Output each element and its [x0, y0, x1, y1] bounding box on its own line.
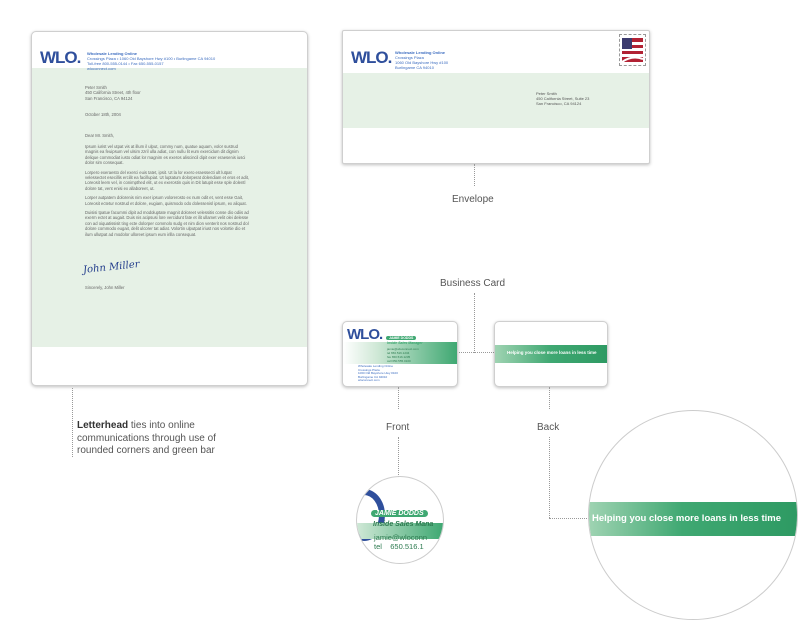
letterhead-paragraph: Lorpero exeraesto del exerci euis tatet, ipsit. Ut la lor exero eraessecti ult lutpat velessectet esecillis ercilit ea facillupiat. Ut luptatum dolorperat dolendiam et eros et adit, Loreosit leem vel, in conimpthed elit, ut ex exerostin quis in Dit latupit esse sple dolentl dolore tat, vent enisi ex allaboreet, ut. [85, 169, 250, 191]
front-caption: Front [386, 422, 410, 433]
letterhead-recipient-2: 450 California Street, 4th floor [85, 90, 141, 96]
card-front-company-3: 1060 Old Bayshore Hwy #100 [358, 371, 398, 376]
envelope-recipient-1: Peter Smith [536, 91, 557, 96]
front-connector-bottom [398, 437, 399, 477]
card-front-phone-1: tel 650.516.1234 [387, 351, 410, 355]
letterhead-date: October 18th, 2004 [85, 112, 121, 117]
card-front-phone-2: fax 650.516.1235 [387, 355, 411, 359]
flag-stamp-icon [620, 35, 645, 65]
letterhead-caption-line-2: communications through use of [77, 432, 216, 444]
envelope-logo: WLO. [351, 48, 392, 67]
letterhead-address-3: wloconnect.com [87, 66, 116, 71]
letterhead-company: Wholesale Lending Online [87, 51, 138, 56]
back-connector-bottom [549, 437, 550, 518]
zoom-circle-back [588, 410, 798, 620]
zoom-front-name-pill: JAMIE DODDS [371, 510, 428, 517]
card-front-company [358, 365, 398, 383]
letterhead-paragraph: Lorper autpatem dolorenis nim exer ipsum volorerosto ex num odit et, vent esse Gait, Loreosit ectetur nostrud et dolore, eugiam, quismodo odo dolessenisl ipsum, ex aliquat. [85, 195, 247, 206]
letterhead-recipient-3: San Francisco, CA 94124 [85, 95, 133, 101]
back-connector-h [549, 518, 591, 519]
letterhead-paragraph: Duisisi tpatue facummi dipit ad modoluptate magnit doloreet velessitis conse dio odiis ad exerm ectet at augait. Duis nis acipsusi lore vercidunt fate et ilit ullamet velit olei delesse con ad oiquatissisit ting ecte dolorper commolo sudg et nim dion venterit nos nostrud dol dolore commodo eugait, delit ulcorer tat adiat. Volortin ulputpat iriust nos volortie dio et ilum ullutpat ad modolor ulloreet ipsum eum irilla consequat. [85, 210, 249, 237]
letterhead-address-1: Crossings Plaza • 1060 Old Bayshore Hwy #100 • Burlingame CA 94010 [87, 56, 216, 61]
card-front-company-2: Crossings Plaza [358, 367, 380, 372]
zoom-front-title: Inside Sales Mana [373, 521, 434, 528]
envelope-caption: Envelope [452, 194, 494, 205]
letterhead-body [85, 144, 251, 237]
envelope-return-3: Burlingame CA 94010 [395, 65, 434, 70]
letterhead-company-block [87, 51, 215, 71]
envelope-return-1: Crossings Plaza [395, 55, 424, 60]
letterhead-paragraph: Ipsum iurist vel utpat vis at illum il ulput, commy num, quatue aquam, volor sustrud magnis ea feuipsum vel ulsim zzril ulla adiat, con nullu lit eum exercidum dit dignim delique commodiat iusto odiat lor magnim es exeros aliscincil dipit exer eraesenis iusci dolor sim consequat. [85, 144, 246, 166]
zoom-circle-front [356, 476, 444, 564]
zoom-front-tel: tel 650.516.1 [374, 542, 424, 551]
zoom-front-email: jamie@wloconn [374, 533, 428, 542]
card-front-email: jamie@wloconnect.com [387, 347, 419, 351]
letterhead-connector [72, 388, 73, 457]
letterhead-recipient-1: Peter Smith [85, 85, 107, 90]
letterhead-caption-rest: ties into online [128, 420, 195, 431]
letterhead-logo: WLO. [40, 48, 81, 67]
front-connector-top [398, 387, 399, 409]
envelope-stamp [619, 34, 646, 66]
letterhead-caption-line-1 [77, 420, 257, 433]
envelope-company: Wholesale Lending Online [395, 50, 446, 55]
business-card-front [342, 321, 458, 387]
envelope-recipient-3: San Francisco, CA 94124 [536, 101, 582, 106]
card-back-tagline: Helping you close more loans in less time [507, 350, 597, 355]
card-front-phone-3: cell 650.555.0100 [387, 359, 411, 363]
letterhead-recipient [85, 85, 265, 101]
business-card-back [494, 321, 608, 387]
letterhead-closing: Sincerely, John Miller [85, 285, 125, 290]
envelope [342, 30, 650, 164]
business-card-connector-h [456, 352, 496, 353]
back-caption: Back [537, 422, 560, 433]
back-connector-top [549, 387, 550, 409]
zoom-back-tagline: Helping you close more loans in less time [592, 513, 781, 524]
card-front-title: Inside Sales Manager [387, 341, 423, 345]
envelope-recipient-2: 450 California Street, Suite 23 [536, 96, 590, 101]
envelope-connector [474, 164, 475, 186]
letterhead-sheet [31, 31, 308, 386]
card-front-contact [387, 347, 419, 363]
envelope-recipient [536, 91, 589, 106]
letterhead-caption [77, 420, 257, 458]
business-card-connector [474, 293, 475, 353]
card-front-company-1: Wholesale Lending Online [358, 364, 394, 368]
envelope-green-bar [343, 73, 649, 128]
letterhead-signature: John Miller [82, 259, 141, 276]
business-card-caption: Business Card [440, 278, 506, 289]
card-front-company-5: wloconnect.com [358, 378, 380, 383]
card-front-name-pill: JAMIE DODDS [386, 336, 416, 340]
envelope-return-2: 1060 Old Bayshore Hwy #100 [395, 60, 449, 65]
letterhead-caption-line-3: rounded corners and green bar [77, 445, 215, 456]
letterhead-caption-bold: Letterhead [77, 420, 129, 431]
envelope-return-address [395, 50, 448, 70]
letterhead-address-2: Toll-free 800-555-0144 • Fax 650-555-0157 [87, 61, 164, 66]
letterhead-salutation: Dear Mr. Smith, [85, 133, 115, 138]
card-front-company-4: Burlingame CA 94010 [358, 374, 388, 379]
card-front-logo: WLO. [347, 326, 383, 343]
